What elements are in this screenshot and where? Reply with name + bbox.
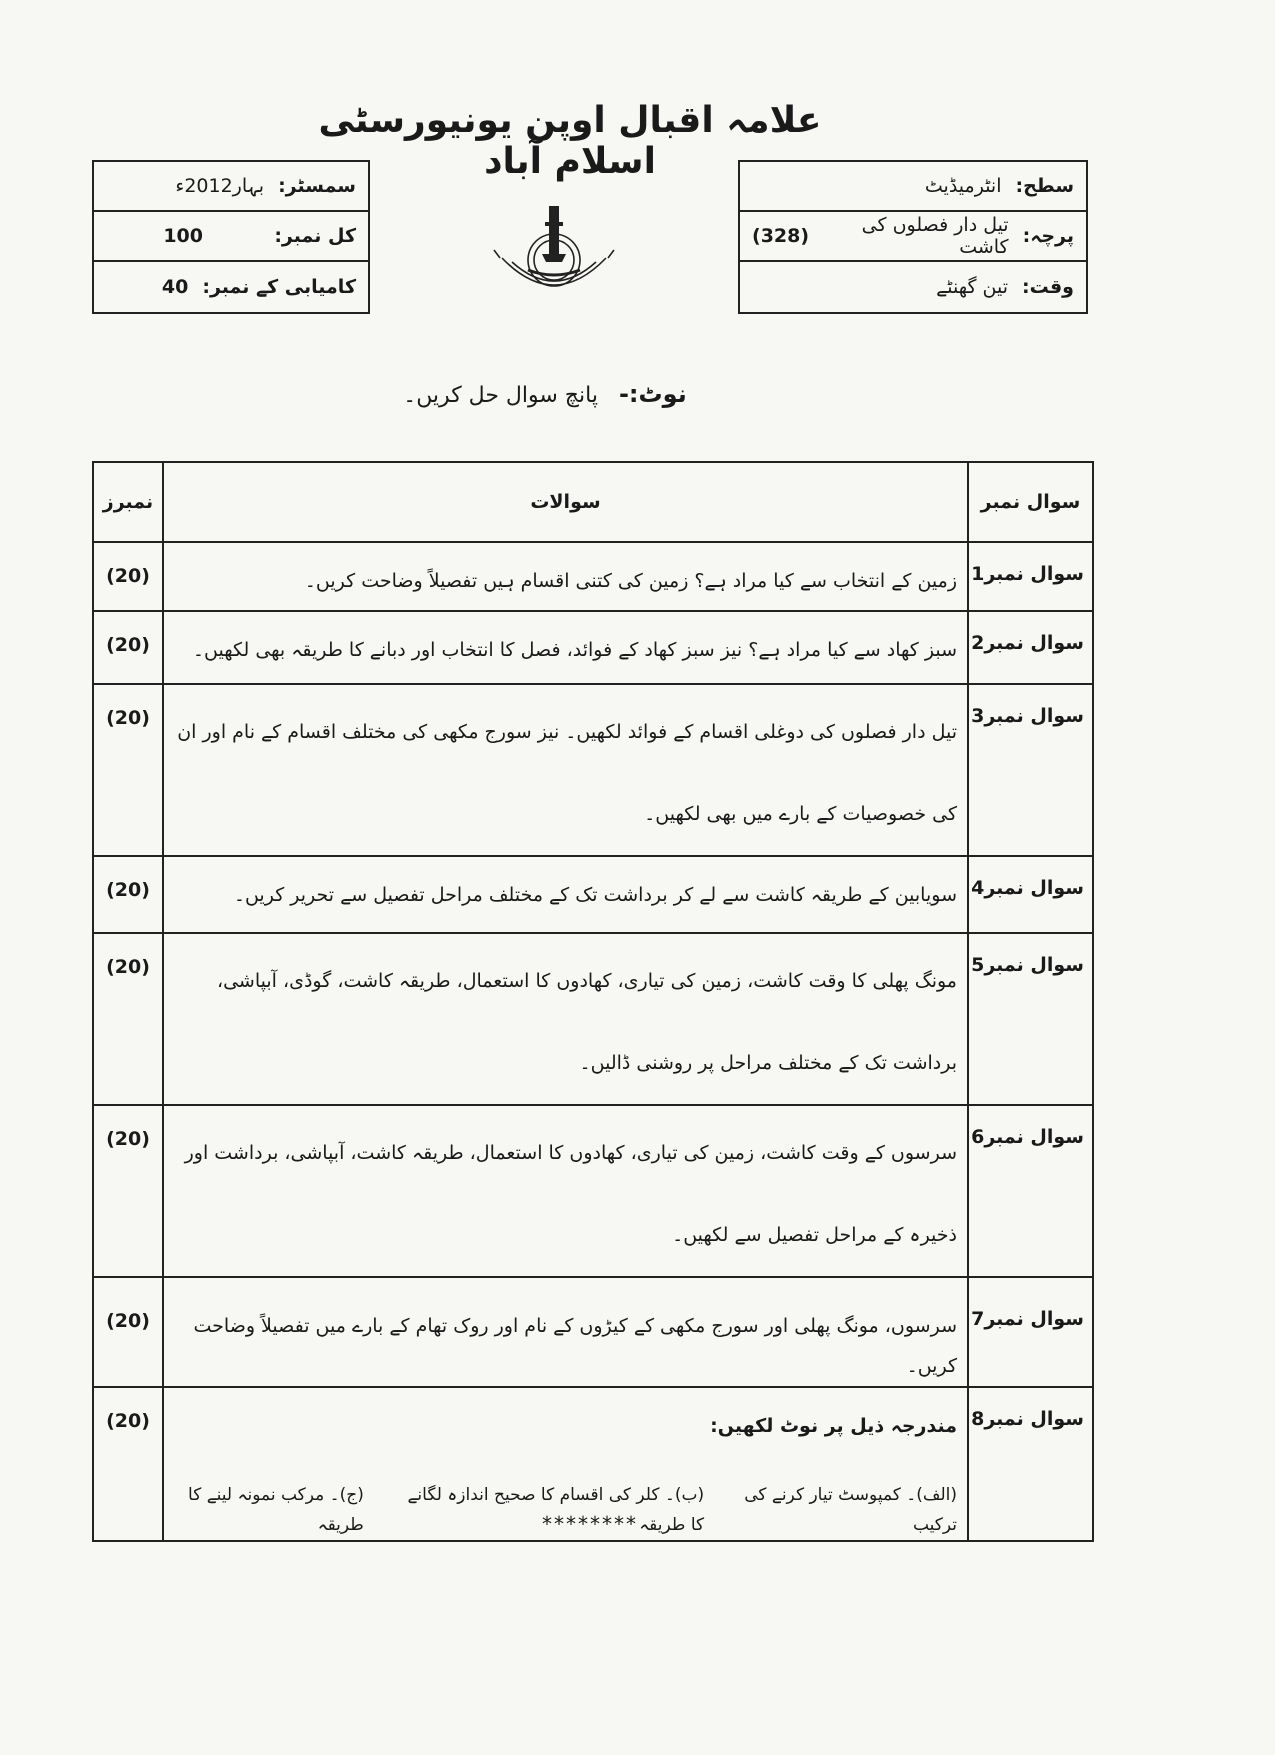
question-number: سوال نمبر2 xyxy=(968,611,1093,684)
table-row xyxy=(93,933,1093,1105)
question-number: سوال نمبر4 xyxy=(968,856,1093,933)
total-marks-row xyxy=(94,212,368,262)
semester-row xyxy=(94,162,368,212)
semester-label: سمسٹر: xyxy=(278,175,356,197)
question-marks: (20) xyxy=(93,611,163,684)
question-number: سوال نمبر5 xyxy=(968,933,1093,1105)
question-text-content: زمین کے انتخاب سے کیا مراد ہے؟ زمین کی کتنی اقسام ہیں تفصیلاً وضاحت کریں۔ xyxy=(304,570,957,592)
question-text xyxy=(163,856,968,933)
question-text xyxy=(163,542,968,611)
paper-row xyxy=(740,212,1086,262)
university-title: علامہ اقبال اوپن یونیورسٹی اسلام آباد xyxy=(318,100,822,182)
pass-marks-label: کامیابی کے نمبر: xyxy=(202,276,356,298)
total-marks-value: 100 xyxy=(163,225,203,247)
table-row xyxy=(93,1277,1093,1387)
paper-code: (328) xyxy=(752,225,810,247)
header-questions: سوالات xyxy=(163,462,968,542)
question-marks: (20) xyxy=(93,684,163,856)
question-marks: (20) xyxy=(93,1387,163,1541)
question-marks: (20) xyxy=(93,1105,163,1277)
time-row xyxy=(740,262,1086,312)
end-of-paper-marker: ******** xyxy=(542,1512,638,1536)
university-seal-icon xyxy=(492,200,616,304)
question-marks: (20) xyxy=(93,1277,163,1387)
exam-info-box-left xyxy=(92,160,370,314)
header-question-number: سوال نمبر xyxy=(968,462,1093,542)
question-text: مونگ پھلی کا وقت کاشت، زمین کی تیاری، کھادوں کا استعمال، طریقہ کاشت، گوڈی، آبپاشی، برداشت تک کے مختلف مراحل پر روشنی ڈالیں۔ xyxy=(163,933,968,1105)
question-text: سرسوں کے وقت کاشت، زمین کی تیاری، کھادوں کا استعمال، طریقہ کاشت، آبپاشی، برداشت اور ذخیرہ کے مراحل تفصیل سے لکھیں۔ xyxy=(163,1105,968,1277)
exam-info-box-right xyxy=(738,160,1088,314)
note-text: پانچ سوال حل کریں۔ xyxy=(403,383,598,408)
table-header-row xyxy=(93,462,1093,542)
question-marks: (20) xyxy=(93,856,163,933)
question-text xyxy=(163,1277,968,1387)
question-marks: (20) xyxy=(93,933,163,1105)
question-text xyxy=(163,611,968,684)
note-label: نوٹ:- xyxy=(618,380,687,408)
table-row xyxy=(93,542,1093,611)
question-number: سوال نمبر6 xyxy=(968,1105,1093,1277)
level-label: سطح: xyxy=(1015,175,1074,197)
q8-part-b: (ب)۔ کلر کی اقسام کا صحیح اندازہ لگانے کا طریقہ xyxy=(407,1485,705,1535)
question-text-content: سرسوں، مونگ پھلی اور سورج مکھی کے کیڑوں کے نام اور روک تھام کے بارے میں تفصیلاً وضاحت کریں۔ xyxy=(193,1315,957,1377)
question-text: تیل دار فصلوں کی دوغلی اقسام کے فوائد لکھیں۔ نیز سورج مکھی کی مختلف اقسام کے نام اور ان کی خصوصیات کے بارے میں بھی لکھیں۔ xyxy=(163,684,968,856)
paper-title: تیل دار فصلوں کی کاشت xyxy=(861,214,1009,258)
time-value: تین گھنٹے xyxy=(936,276,1009,298)
questions-table xyxy=(92,461,1094,1542)
question-number: سوال نمبر3 xyxy=(968,684,1093,856)
question-number: سوال نمبر7 xyxy=(968,1277,1093,1387)
header-marks: نمبرز xyxy=(93,462,163,542)
question-marks: (20) xyxy=(93,542,163,611)
q8-heading: مندرجہ ذیل پر نوٹ لکھیں: xyxy=(710,1415,957,1437)
pass-marks-row xyxy=(94,262,368,312)
table-row xyxy=(93,856,1093,933)
table-row xyxy=(93,611,1093,684)
paper-label: پرچہ: xyxy=(1022,225,1074,247)
question-number: سوال نمبر1 xyxy=(968,542,1093,611)
question-text-content: سبز کھاد سے کیا مراد ہے؟ نیز سبز کھاد کے فوائد، فصل کا انتخاب اور دبانے کا طریقہ بھی لکھیں۔ xyxy=(192,639,957,661)
pass-marks-value: 40 xyxy=(161,276,189,298)
question-text-content: سویابین کے طریقہ کاشت سے لے کر برداشت تک کے مختلف مراحل تفصیل سے تحریر کریں۔ xyxy=(233,884,957,906)
instruction-note xyxy=(380,380,710,408)
time-label: وقت: xyxy=(1022,276,1074,298)
level-row xyxy=(740,162,1086,212)
q8-part-a: (الف)۔ کمپوسٹ تیار کرنے کی ترکیب xyxy=(744,1485,957,1535)
table-row xyxy=(93,1105,1093,1277)
question-number: سوال نمبر8 xyxy=(968,1387,1093,1541)
q8-part-c: (ج)۔ مرکب نمونہ لینے کا طریقہ xyxy=(188,1485,364,1535)
semester-value: بہار2012ء xyxy=(175,175,265,197)
total-marks-label: کل نمبر: xyxy=(274,225,356,247)
level-value: انٹرمیڈیٹ xyxy=(924,175,1002,197)
table-row xyxy=(93,684,1093,856)
